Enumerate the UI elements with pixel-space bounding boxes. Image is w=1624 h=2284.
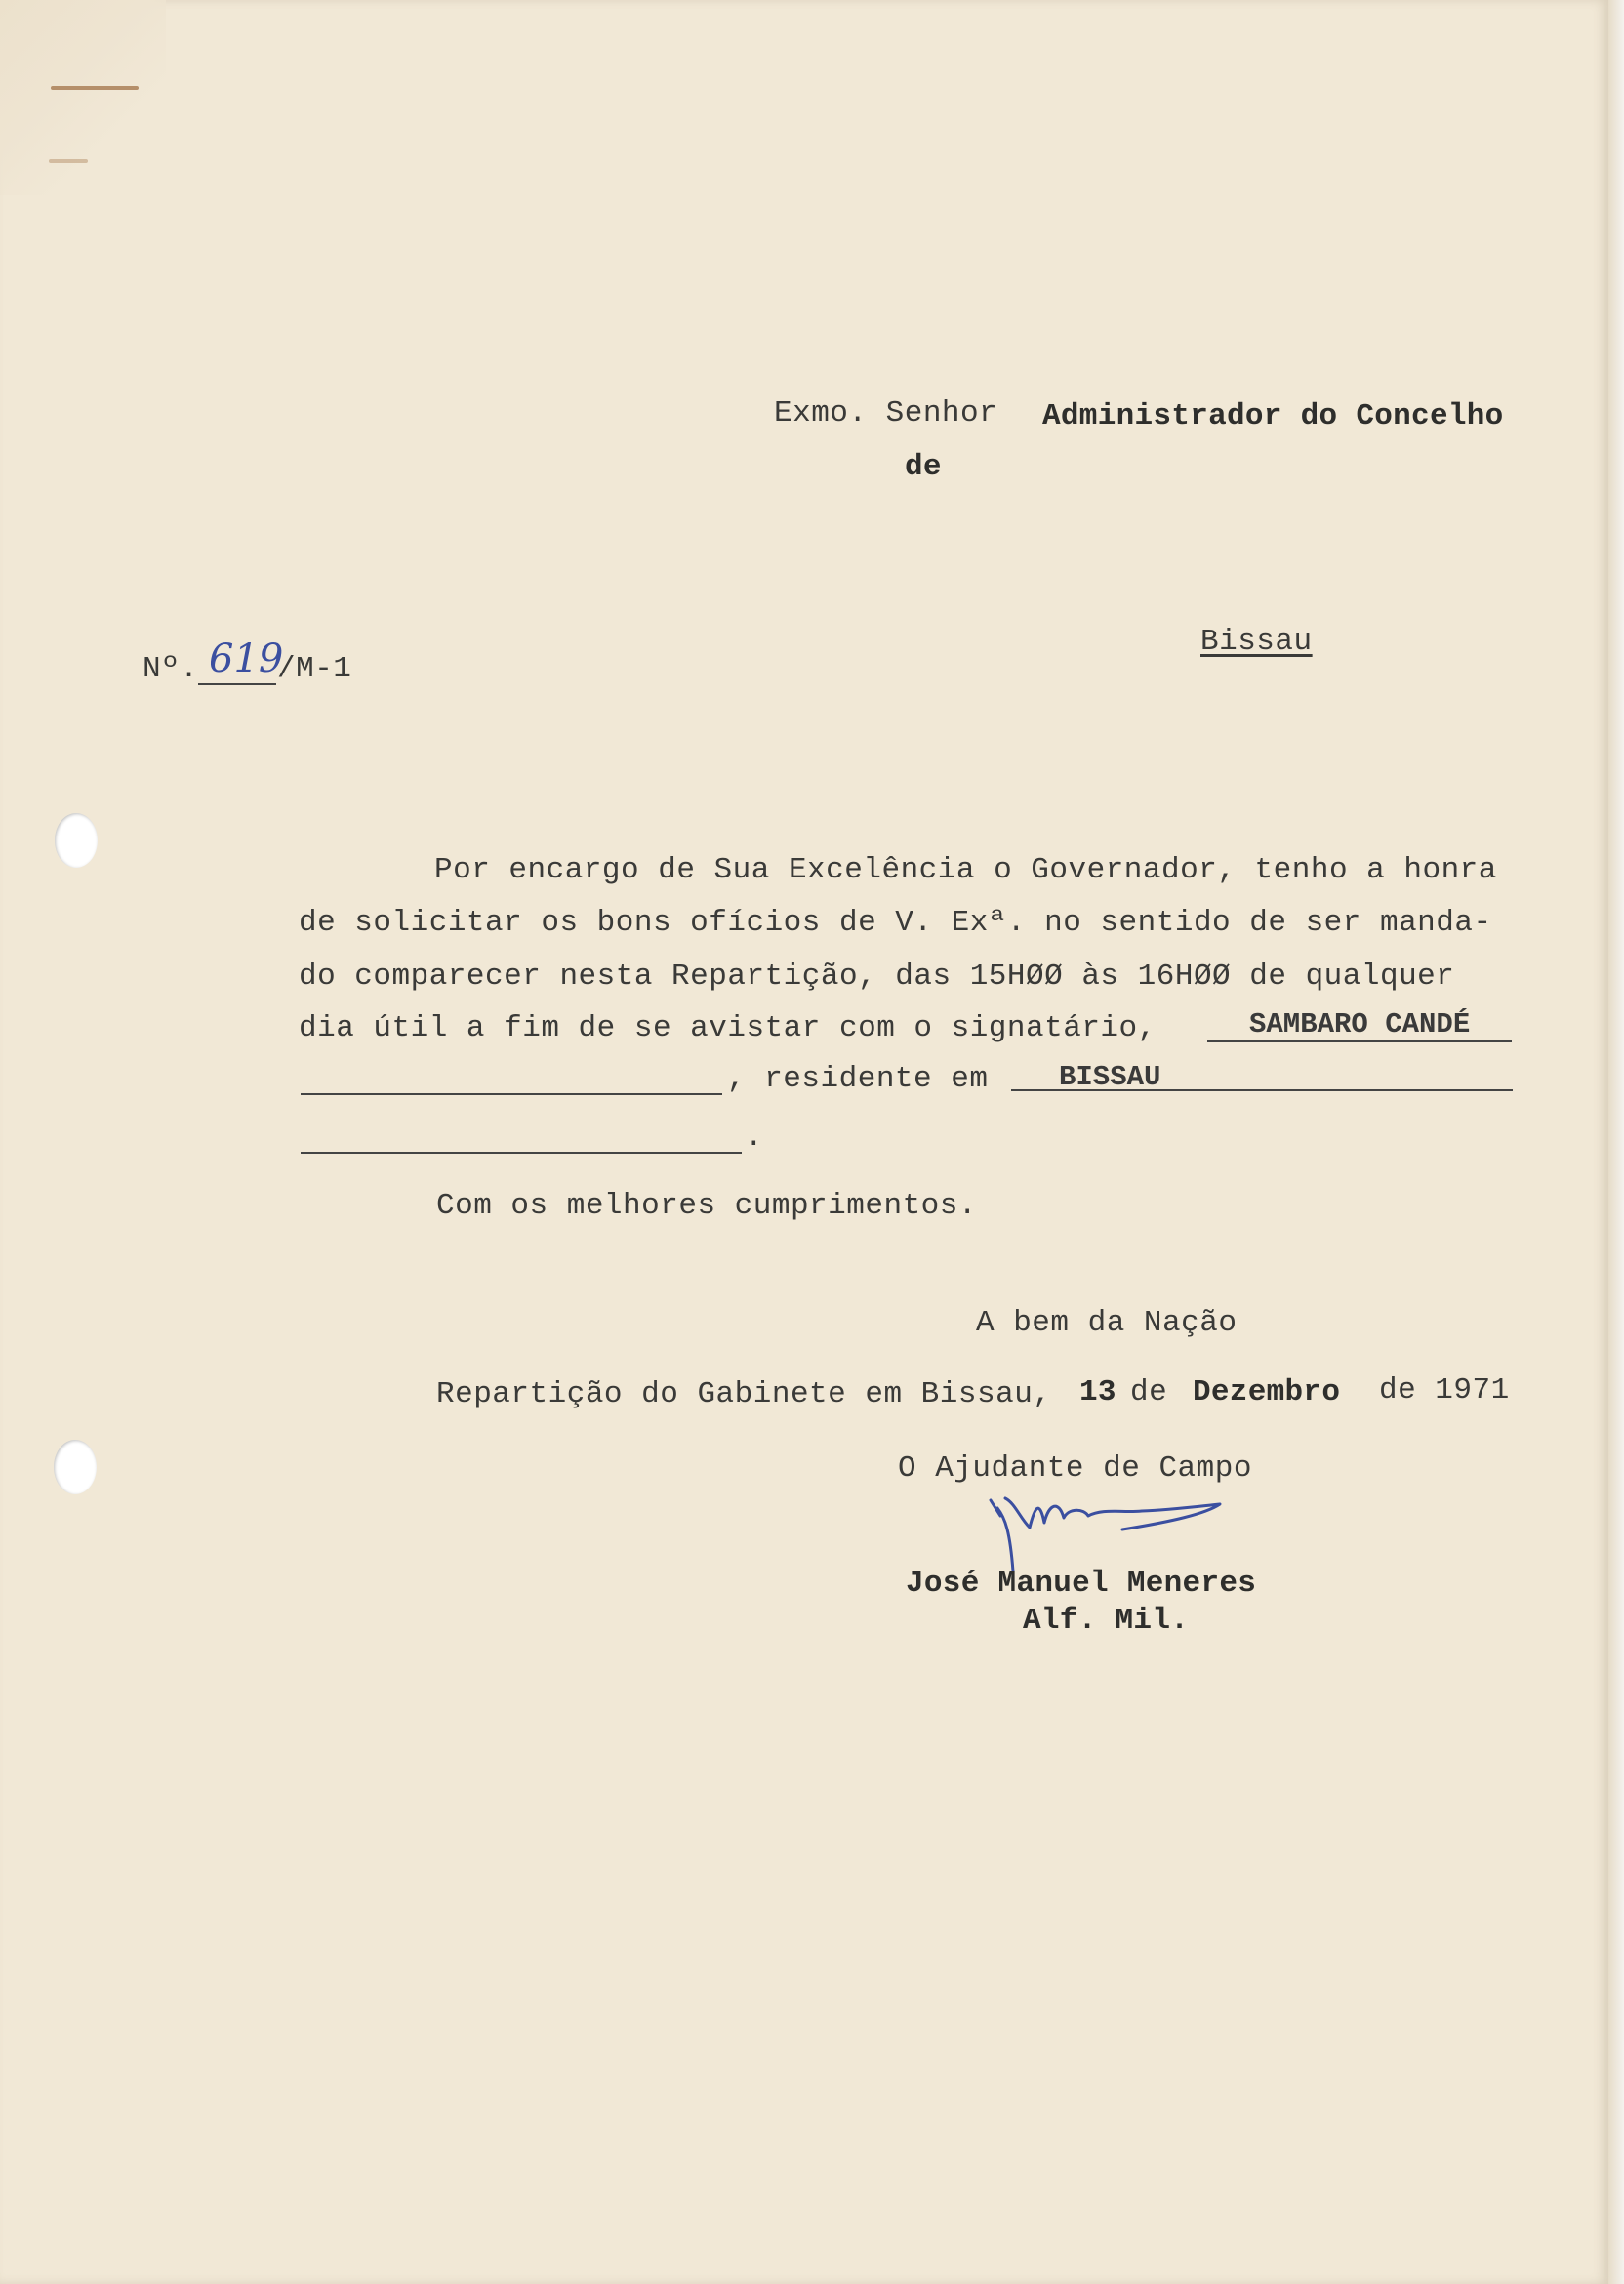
name-blank-continued bbox=[301, 1093, 722, 1095]
signer-role: O Ajudante de Campo bbox=[898, 1451, 1252, 1486]
motto: A bem da Nação bbox=[976, 1306, 1238, 1340]
date-day: 13 bbox=[1079, 1375, 1116, 1409]
signer-rank: Alf. Mil. bbox=[1023, 1604, 1190, 1638]
date-de: de bbox=[1130, 1375, 1168, 1409]
body-line-3: do comparecer nesta Repartição, das 15HØØ às 16HØØ de qualquer bbox=[299, 959, 1455, 994]
residente-label: , residente em bbox=[727, 1062, 989, 1096]
punch-hole bbox=[54, 1440, 97, 1494]
addressee-place: Bissau bbox=[1200, 625, 1313, 659]
location-date-prefix: Repartição do Gabinete em Bissau, bbox=[436, 1377, 1052, 1411]
body-line-4: dia útil a fim de se avistar com o signatário, bbox=[299, 1011, 1157, 1045]
name-blank bbox=[1207, 1040, 1512, 1042]
torn-corner bbox=[0, 0, 166, 195]
reference-number-handwritten: 619 bbox=[209, 636, 284, 681]
residence-blank-continued bbox=[301, 1152, 742, 1154]
punch-hole bbox=[55, 813, 98, 868]
body-line-2: de solicitar os bons ofícios de V. Exª. no sentido de ser manda- bbox=[299, 906, 1492, 940]
end-period: . bbox=[745, 1121, 764, 1155]
page-edge bbox=[1608, 0, 1624, 2284]
residence: BISSAU bbox=[1059, 1061, 1161, 1093]
date-year: de 1971 bbox=[1379, 1373, 1510, 1407]
reference-suffix: /M-1 bbox=[277, 652, 352, 686]
addressee-title: Administrador do Concelho bbox=[1042, 399, 1504, 433]
addressee-title-de: de bbox=[905, 450, 942, 484]
date-month: Dezembro bbox=[1193, 1375, 1341, 1409]
handwritten-signature bbox=[976, 1479, 1239, 1576]
tear-mark bbox=[49, 159, 88, 163]
person-name: SAMBARO CANDÉ bbox=[1249, 1008, 1471, 1040]
salutation: Exmo. Senhor bbox=[774, 396, 998, 430]
closing-line: Com os melhores cumprimentos. bbox=[436, 1189, 977, 1223]
reference-prefix: Nº. bbox=[142, 652, 199, 686]
signer-name: José Manuel Meneres bbox=[906, 1567, 1257, 1601]
reference-number-blank bbox=[198, 683, 276, 685]
tear-mark bbox=[51, 86, 139, 90]
body-line-1: Por encargo de Sua Excelência o Governador, tenho a honra bbox=[434, 853, 1497, 887]
